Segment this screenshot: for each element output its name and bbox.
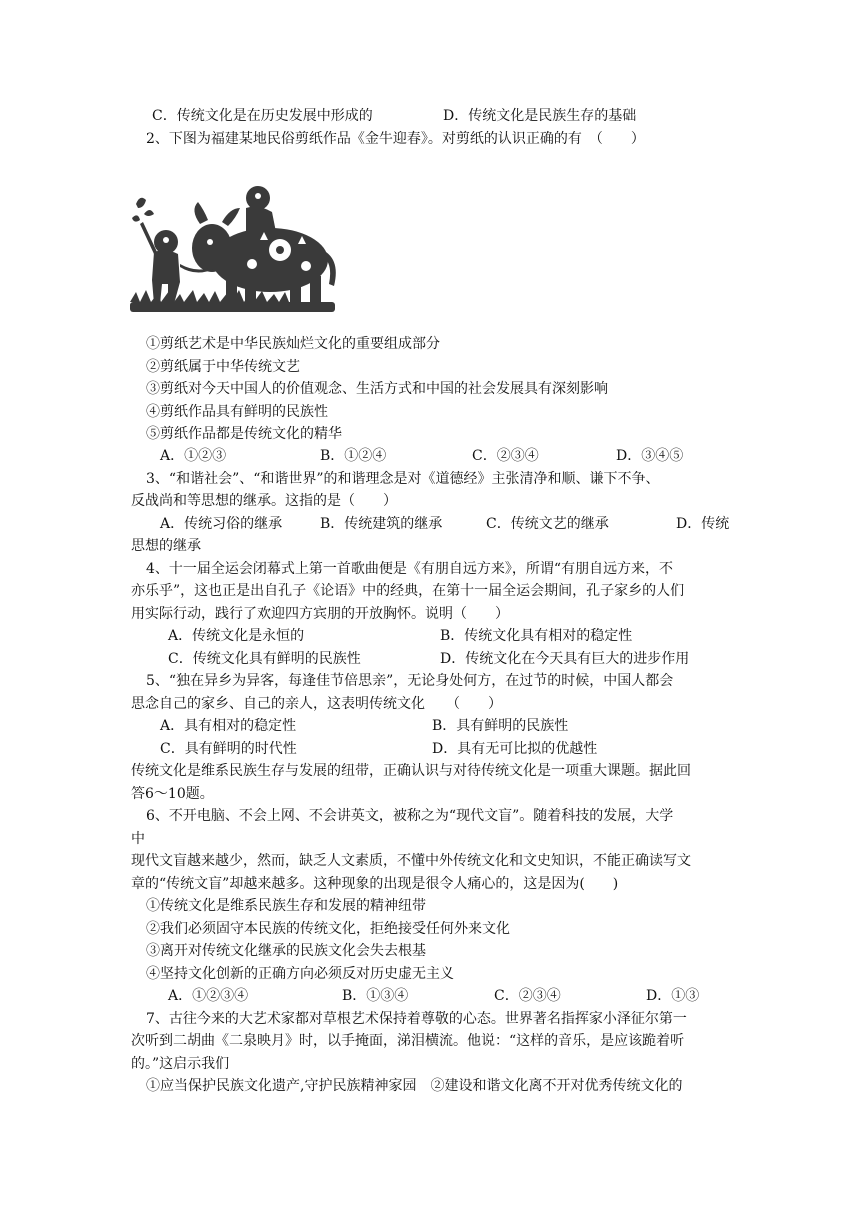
question-3-line-2: 反战尚和等思想的继承。这指的是（ ） <box>131 493 397 509</box>
question-4-line-1: 4、十一届全运会闭幕式上第一首歌曲便是《有朋自远方来》，所谓“有朋自远方来，不 <box>146 561 674 577</box>
question-4-line-3: 用实际行动，践行了欢迎四方宾朋的开放胸怀。说明（ ） <box>131 606 509 622</box>
q4-option-a: A．传统文化是永恒的 <box>168 628 305 644</box>
q6-statement-4: ④坚持文化创新的正确方向必须反对历史虚无主义 <box>146 966 454 982</box>
option-c: C．传统文化是在历史发展中形成的 <box>152 108 373 124</box>
q4-option-d: D．传统文化在今天具有巨大的进步作用 <box>440 651 690 667</box>
q3-option-a: A．传统习俗的继承 <box>160 516 283 532</box>
q2-statement-1: ①剪纸艺术是中华民族灿烂文化的重要组成部分 <box>146 336 440 352</box>
q2-statement-2: ②剪纸属于中华传统文艺 <box>146 359 300 375</box>
section-intro-line-1: 传统文化是维系民族生存与发展的纽带，正确认识与对待传统文化是一项重大课题。据此回 <box>131 763 691 779</box>
q2-option-c: C．②③④ <box>472 448 539 464</box>
q4-option-b: B．传统文化具有相对的稳定性 <box>440 628 633 644</box>
q3-option-d-wrap: 思想的继承 <box>131 538 201 554</box>
q6-option-a: A．①②③④ <box>168 988 249 1004</box>
q3-option-b: B．传统建筑的继承 <box>320 516 443 532</box>
question-6-line-4: 章的“传统文盲”却越来越多。这种现象的出现是很令人痛心的，这是因为( ) <box>131 876 619 892</box>
question-3-line-1: 3、“和谐社会”、“和谐世界”的和谐理念是对《道德经》主张清净和顺、谦下不争、 <box>146 471 660 487</box>
q5-option-d: D．具有无可比拟的优越性 <box>432 741 598 757</box>
paper-cut-ox-image <box>130 180 340 318</box>
q6-statement-3: ③离开对传统文化继承的民族文化会失去根基 <box>146 943 426 959</box>
q2-option-d: D．③④⑤ <box>616 448 684 464</box>
question-7-line-1: 7、古往今来的大艺术家都对草根艺术保持着尊敬的心态。世界著名指挥家小泽征尔第一 <box>146 1011 687 1027</box>
q6-option-c: C．②③④ <box>494 988 561 1004</box>
q6-statement-1: ①传统文化是维系民族生存和发展的精神纽带 <box>146 898 426 914</box>
question-6-line-1: 6、不开电脑、不会上网、不会讲英文，被称之为“现代文盲”。随着科技的发展，大学 <box>146 808 674 824</box>
q6-option-b: B．①③④ <box>342 988 409 1004</box>
q2-statement-4: ④剪纸作品具有鲜明的民族性 <box>146 404 328 420</box>
question-6-line-2: 中 <box>131 831 145 847</box>
q3-option-d: D．传统 <box>676 516 730 532</box>
question-5-line-1: 5、“独在异乡为异客，每逢佳节倍思亲”，无论身处何方，在过节的时候，中国人都会 <box>146 673 674 689</box>
q2-option-a: A．①②③ <box>160 448 227 464</box>
question-7-line-2: 次听到二胡曲《二泉映月》时，以手掩面，涕泪横流。他说：“这样的音乐，是应该跪着听 <box>131 1033 685 1049</box>
section-intro-line-2: 答6～10题。 <box>131 786 214 802</box>
question-2-stem: 2、下图为福建某地民俗剪纸作品《金牛迎春》。对剪纸的认识正确的有 （ ） <box>146 131 645 147</box>
q6-option-d: D．①③ <box>646 988 700 1004</box>
q2-statement-3: ③剪纸对今天中国人的价值观念、生活方式和中国的社会发展具有深刻影响 <box>146 381 608 397</box>
q6-statement-2: ②我们必须固守本民族的传统文化，拒绝接受任何外来文化 <box>146 921 510 937</box>
question-5-line-2: 思念自己的家乡、自己的亲人，这表明传统文化 （ ） <box>131 696 502 712</box>
q5-option-a: A．具有相对的稳定性 <box>160 718 297 734</box>
option-d: D．传统文化是民族生存的基础 <box>443 108 637 124</box>
question-7-line-3: 的。”这启示我们 <box>131 1056 230 1072</box>
q3-option-c: C．传统文艺的继承 <box>486 516 609 532</box>
q2-statement-5: ⑤剪纸作品都是传统文化的精华 <box>146 426 342 442</box>
q5-option-b: B．具有鲜明的民族性 <box>432 718 569 734</box>
question-4-line-2: 亦乐乎”，这也正是出自孔子《论语》中的经典，在第十一届全运会期间，孔子家乡的人们 <box>131 583 685 599</box>
question-6-line-3: 现代文盲越来越少，然而，缺乏人文素质，不懂中外传统文化和文史知识，不能正确读写文 <box>131 853 691 869</box>
question-7-line-4: ①应当保护民族文化遗产,守护民族精神家园 ②建设和谐文化离不开对优秀传统文化的 <box>146 1078 683 1094</box>
q4-option-c: C．传统文化具有鲜明的民族性 <box>168 651 361 667</box>
q2-option-b: B．①②④ <box>320 448 387 464</box>
q5-option-c: C．具有鲜明的时代性 <box>160 741 297 757</box>
